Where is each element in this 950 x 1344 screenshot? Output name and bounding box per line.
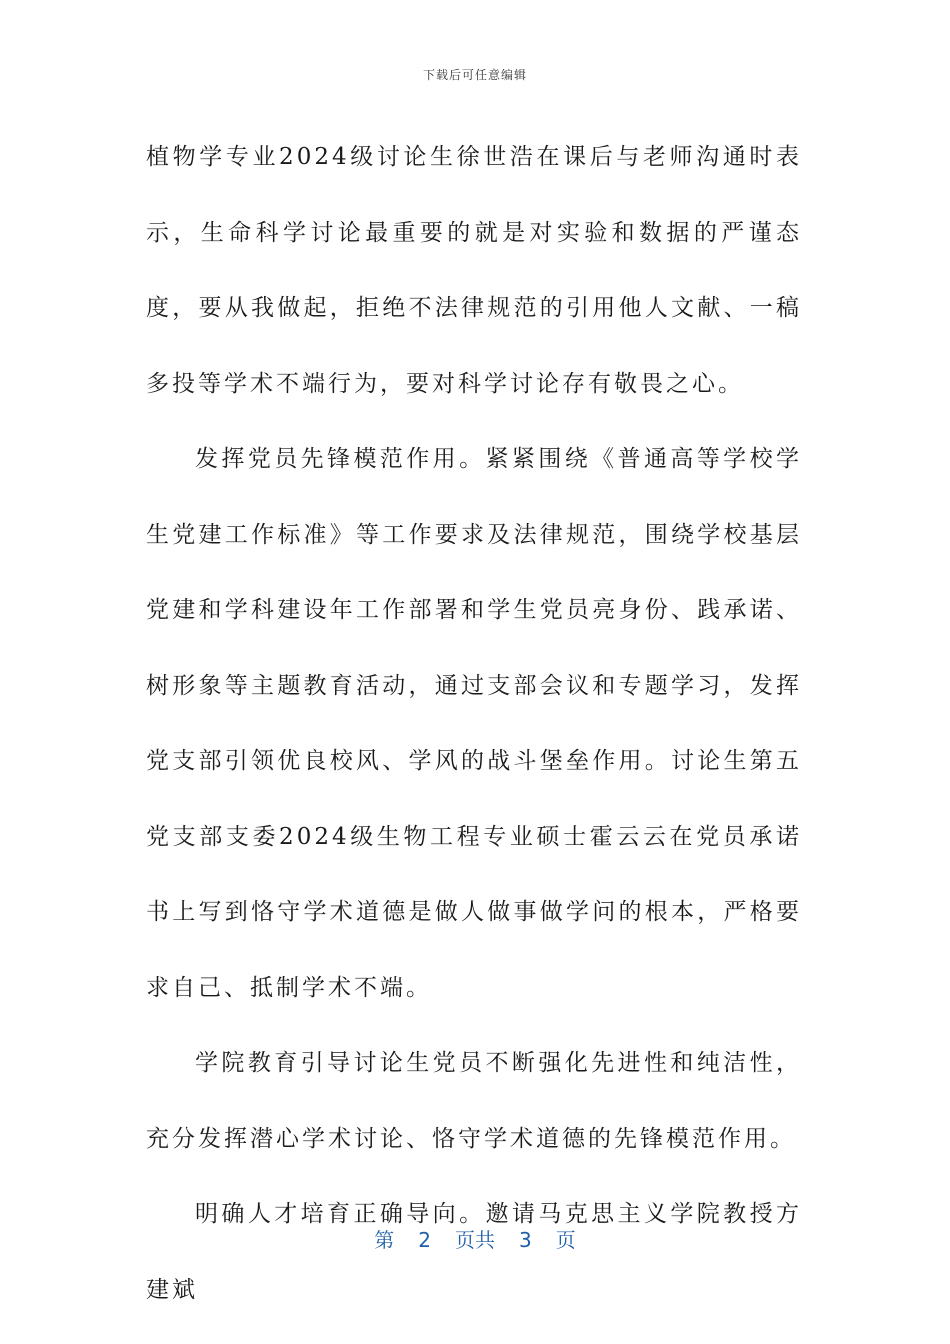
footer-prefix: 第 xyxy=(374,1228,395,1252)
current-page-number: 2 xyxy=(418,1228,431,1252)
paragraph-3: 学院教育引导讨论生党员不断强化先进性和纯洁性，充分发挥潜心学术讨论、恪守学术道德的先锋模范作用。 xyxy=(146,1050,802,1152)
paragraph-4: 明确人才培育正确导向。邀请马克思主义学院教授方建斌 xyxy=(146,1201,802,1303)
header-note: 下载后可任意编辑 xyxy=(422,68,527,82)
paragraph-2: 发挥党员先锋模范作用。紧紧围绕《普通高等学校学生党建工作标准》等工作要求及法律规范，围绕学校基层党建和学科建设年工作部署和学生党员亮身份、践承诺、树形象等主题教育活动，通过支部会议和专题学习，发挥党支部引领优良校风、学风的战斗堡垒作用。讨论生第五党支部支委2024级生物工程专业硕士霍云云在党员承诺书上写到恪守学术道德是做人做事做学问的根本，严格要求自己、抵制学术不端。 xyxy=(146,446,802,1001)
paragraph-1: 植物学专业2024级讨论生徐世浩在课后与老师沟通时表示，生命科学讨论最重要的就是对实验和数据的严谨态度，要从我做起，拒绝不法律规范的引用他人文献、一稿多投等学术不端行为，要对科学讨论存有敬畏之心。 xyxy=(146,144,802,397)
footer-suffix: 页 xyxy=(555,1228,576,1252)
footer-middle: 页共 xyxy=(455,1228,495,1252)
total-page-number: 3 xyxy=(519,1228,532,1252)
page-footer xyxy=(0,1224,950,1253)
document-body xyxy=(146,120,802,1328)
